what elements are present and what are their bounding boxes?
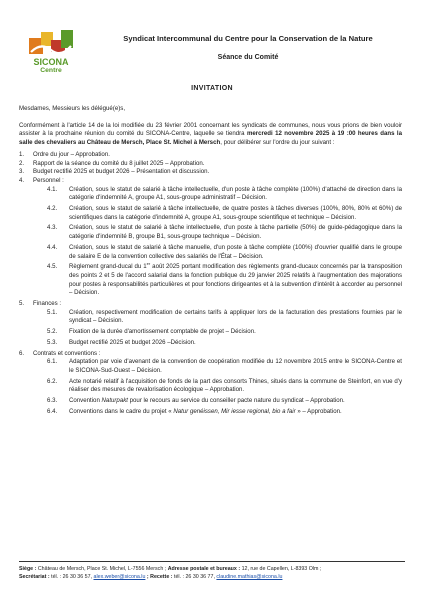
agenda-sublist bbox=[33, 186, 402, 298]
agenda-subitem-text: Budget rectifié 2025 et budget 2026 –Décision. bbox=[69, 338, 196, 346]
recette-email-link[interactable]: claudine.mathias@sicona.lu bbox=[216, 574, 283, 581]
agenda-subitem bbox=[33, 244, 402, 261]
agenda-subitem-text: Adaptation par voie d'avenant de la convention de coopération modifiée du 12 novembre 2015 entre le SICONA-Centre et le SICONA-Sud-Ouest – Décision. bbox=[69, 358, 402, 374]
agenda-item bbox=[19, 300, 402, 348]
agenda-subitem-text-end: » – Approbation. bbox=[295, 407, 342, 415]
document-title: INVITATION bbox=[191, 85, 233, 92]
agenda-subitem-number: 5.1. bbox=[47, 308, 58, 316]
agenda-item bbox=[19, 168, 402, 177]
organization-name: Syndicat Intercommunal du Centre pour la Conservation de la Nature bbox=[123, 34, 373, 43]
sicona-logo bbox=[27, 28, 75, 68]
agenda-sublist bbox=[33, 358, 402, 416]
agenda-subitem-text: Création, sous le statut de salarié à tâche intellectuelle, d'un poste à tâche partielle (50%) de guide-pédagogique dans la catégorie d'indemnité B, groupe B1, sous-groupe technique – Décision. bbox=[69, 224, 402, 241]
agenda-item-number: 4. bbox=[19, 176, 25, 184]
agenda-subitem bbox=[33, 328, 402, 337]
logo-name: SICONA bbox=[33, 57, 69, 67]
agenda-sublist bbox=[33, 309, 402, 348]
agenda-subitem bbox=[33, 205, 402, 222]
agenda-subitem bbox=[33, 263, 402, 298]
logo-subtitle: Centre bbox=[40, 67, 62, 74]
agenda-subitem-text: Règlement grand-ducal du 1 bbox=[69, 263, 147, 271]
agenda-subitem bbox=[33, 339, 402, 348]
agenda-subitem-text-end: août 2025 portant modification des règlements grand-ducaux concernés par la transposition des points 2 et 5 de l'accord salarial dans la fonction publique du 29 janvier 2025 relatifs à l'augmentation des majorations pour postes à responsabilités particulières et pour fonctions dirigeantes et à la subvention d'intérêt à accorder au personnel – Décision. bbox=[69, 263, 402, 297]
agenda-subitem-number: 4.2. bbox=[47, 205, 58, 213]
agenda-subitem bbox=[33, 224, 402, 241]
agenda-subitem bbox=[33, 358, 402, 375]
agenda-subitem-text: Conventions dans le cadre du projet « bbox=[69, 407, 174, 415]
agenda-subitem bbox=[33, 309, 402, 326]
agenda-item bbox=[19, 350, 402, 417]
agenda-subitem-superscript: er bbox=[146, 261, 151, 267]
agenda-subitem-text: Création, sous le statut de salarié à tâche manuelle, d'un poste à tâche complète (100%) d'ouvrier qualifié dans le groupe de salaire E de la convention collective des salariés de l'État – Décision. bbox=[69, 243, 402, 260]
agenda-subitem bbox=[33, 397, 402, 406]
agenda-item-text: Contrats et conventions : bbox=[33, 349, 101, 357]
meeting-date-location: mercredi 12 novembre 2025 à 19 :00 heures dans la salle des chevaliers au Château de Mersch, Place St. Michel à Mersch bbox=[19, 130, 402, 147]
agenda-item-number: 1. bbox=[19, 150, 25, 158]
agenda-subitem-text-end: pour le recours au service du conseiller pacte nature du syndicat – Approbation. bbox=[127, 397, 345, 405]
agenda-subitem bbox=[33, 186, 402, 203]
agenda-subitem-italic: Natur genéissen, Mir iesse regional, bio a fair bbox=[173, 407, 296, 415]
agenda-subitem-number: 6.1. bbox=[47, 358, 58, 366]
footer-line-2: Secrétariat : tél. : 26 30 36 57, alex.weber@sicona.lu ; Recette : tél. : 26 30 36 77, claudine.mathias@sicona.lu bbox=[19, 574, 283, 581]
agenda-item-text: Rapport de la séance du comité du 8 juillet 2025 – Approbation. bbox=[33, 159, 205, 167]
agenda-subitem-italic: Naturpakt bbox=[101, 397, 128, 405]
footer-line-1: Siège : Château de Mersch, Place St. Michel, L-7556 Mersch ; Adresse postale et bureaux : 12, rue de Capellen, L-8393 Olm ; bbox=[19, 566, 322, 572]
agenda-subitem-number: 6.3. bbox=[47, 397, 58, 405]
agenda-subitem-number: 4.5. bbox=[47, 263, 58, 271]
agenda-subitem-text: Création, sous le statut de salarié à tâche intellectuelle, de quatre postes à tâches diverses (100%, 80%, 80% et 60%) de scientifiques dans la catégorie d'indemnité A, groupe A1, sous-groupe scientifique et technique – Décision. bbox=[69, 205, 402, 221]
intro-paragraph: Conformément à l'article 14 de la loi modifiée du 23 février 2001 concernant les syndicats de communes, nous vous prions de bien vouloir assister à la prochaine réunion du comité du SICONA-Centre, laquelle se tiendra mercredi 12 novembre 2025 à 19 :00 heures dans la salle des chevaliers au Château de Mersch, Place St. Michel à Mersch, pour délibérer sur l'ordre du jour suivant : bbox=[19, 121, 402, 147]
letter-body bbox=[19, 105, 402, 419]
agenda-subitem-number: 4.1. bbox=[47, 185, 58, 193]
agenda-item-text: Ordre du jour – Approbation. bbox=[33, 150, 110, 158]
salutation: Mesdames, Messieurs les délégué(e)s, bbox=[19, 105, 126, 112]
agenda-subitem-number: 6.4. bbox=[47, 407, 58, 415]
agenda-item-text: Budget rectifié 2025 et budget 2026 – Présentation et discussion. bbox=[33, 168, 210, 176]
agenda-item-text: Finances : bbox=[33, 300, 62, 308]
agenda-item-text: Personnel : bbox=[33, 176, 64, 184]
agenda-item-number: 6. bbox=[19, 349, 25, 357]
agenda-subitem-text: Acte notarié relatif à l'acquisition de fonds de la part des consorts Thines, situés dans la commune de Steinfort, en vue d'y réaliser des mesures de revalorisation écologique – Approbation. bbox=[69, 377, 402, 394]
footer bbox=[19, 561, 405, 581]
agenda-subitem bbox=[33, 378, 402, 395]
agenda-subitem-number: 4.4. bbox=[47, 243, 58, 251]
agenda-subitem-text: Création, sous le statut de salarié à tâche intellectuelle, d'un poste à tâche complète (100%) d'attaché de direction dans la catégorie d'indemnité A, groupe A1, sous-groupe administratif – Décision. bbox=[69, 185, 402, 202]
agenda-subitem-number: 5.3. bbox=[47, 338, 58, 346]
agenda-subitem-text: Fixation de la durée d'amortissement comptable de projet – Décision. bbox=[69, 328, 256, 336]
agenda-item bbox=[19, 151, 402, 160]
meeting-type: Séance du Comité bbox=[217, 54, 279, 61]
agenda-subitem-number: 5.2. bbox=[47, 328, 58, 336]
agenda-item-number: 5. bbox=[19, 300, 25, 308]
agenda-item bbox=[19, 177, 402, 298]
agenda-subitem-number: 4.3. bbox=[47, 224, 58, 232]
agenda-subitem-text: Création, respectivement modification de certains tarifs à appliquer lors de la facturation des prestations fournies par le syndicat – Décision. bbox=[69, 308, 402, 325]
agenda-item bbox=[19, 160, 402, 169]
agenda-item-number: 2. bbox=[19, 159, 25, 167]
agenda-list bbox=[19, 151, 402, 417]
secretariat-email-link[interactable]: alex.weber@sicona.lu bbox=[93, 574, 146, 581]
agenda-subitem-number: 6.2. bbox=[47, 377, 58, 385]
agenda-item-number: 3. bbox=[19, 168, 25, 176]
agenda-subitem bbox=[33, 408, 402, 417]
agenda-subitem-text: Convention bbox=[69, 397, 102, 405]
